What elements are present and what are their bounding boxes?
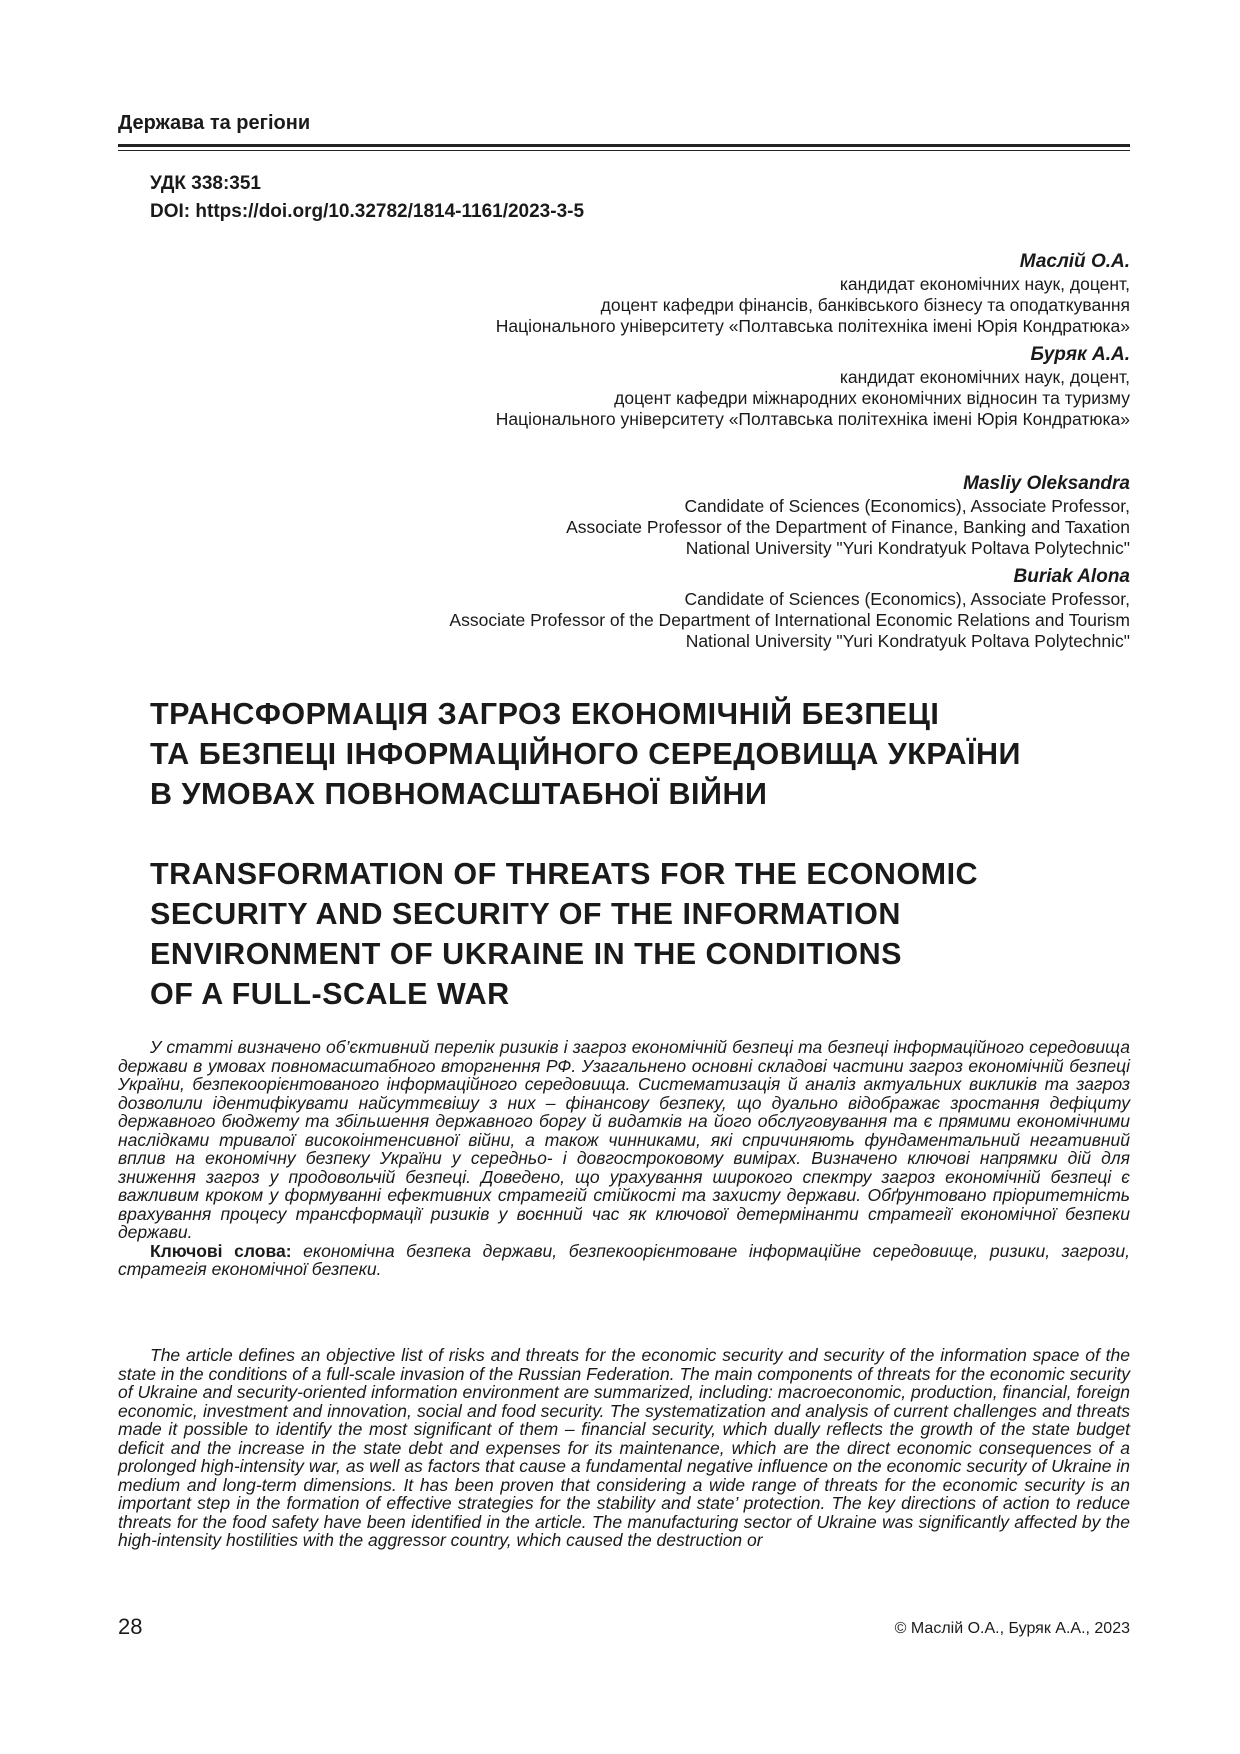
author-name: Буряк А.А.: [1030, 344, 1130, 365]
author-block: [130, 343, 1130, 430]
author-affiliation-line: Associate Professor of the Department of International Economic Relations and Tourism: [449, 610, 1130, 630]
udc-code: УДК 338:351: [150, 173, 261, 194]
author-block: [130, 565, 1130, 652]
keywords-label: Ключові слова:: [150, 1240, 292, 1261]
keywords-text: економічна безпека держави, безпекоорієнтоване інформаційне середовище, ризики, загрози, стратегія економічної безпеки.: [118, 1240, 1130, 1279]
article-title-ukrainian: [150, 694, 1110, 814]
header-rule-thick: [118, 144, 1130, 147]
title-line: TRANSFORMATION OF THREATS FOR THE ECONOMIC: [150, 857, 979, 891]
author-block: [130, 472, 1130, 559]
author-affiliation-line: National University "Yuri Kondratyuk Poltava Polytechnic": [685, 631, 1130, 651]
authors-ukrainian: [130, 250, 1130, 436]
author-affiliation-line: National University "Yuri Kondratyuk Poltava Polytechnic": [685, 538, 1130, 558]
author-name: Buriak Alona: [1013, 566, 1130, 587]
author-affiliation-line: кандидат економічних наук, доцент,: [839, 274, 1130, 294]
author-affiliation-line: Національного університету «Полтавська політехніка імені Юрія Кондратюка»: [495, 316, 1130, 336]
abstract-text: У статті визначено об’єктивний перелік ризиків і загроз економічній безпеці та безпеці інформаційного середовища держави в умовах повномасштабного вторгнення РФ. Узагальнено основні складові частини загроз економічній безпеці України, безпекоорієнтованого інформаційного середовища. Систематизація й аналіз актуальних викликів та загроз дозволили ідентифікувати найсуттєвішу з них – фінансову безпеку, що дуально відображає зростання дефіциту державного бюджету та збільшення державного боргу й видатків на його обслуговування та є прямими економічними наслідками тривалої високоінтенсивної війни, а також чинниками, які спричиняють фундаментальний негативний вплив на економічну безпеку України у середньо- і довгостроковому вимірах. Визначено ключові напрямки дій для зниження загроз у продовольчій безпеці. Доведено, що урахування широкого спектру загроз економічній безпеці є важливим кроком у формуванні ефективних стратегій стійкості та захисту держави. Обґрунтовано пріоритетність врахування процесу трансформації ризиків у воєнний час як ключової детермінанти стратегії економічної безпеки держави.: [118, 1037, 1130, 1242]
author-affiliation-line: доцент кафедри міжнародних економічних відносин та туризму: [614, 388, 1130, 408]
copyright-notice: © Маслій О.А., Буряк А.А., 2023: [894, 1620, 1130, 1637]
title-line: OF A FULL-SCALE WAR: [150, 977, 510, 1011]
abstract-text: The article defines an objective list of risks and threats for the economic security and security of the information space of the state in the conditions of a full-scale invasion of the Russian Federation. The main components of threats for the economic security of Ukraine and security-oriented information environment are summarized, including: macroeconomic, production, financial, foreign economic, investment and innovation, social and food security. The systematization and analysis of current challenges and threats made it possible to identify the most significant of them – financial security, which dually reflects the growth of the state budget deficit and the increase in the state debt and expenses for its maintenance, which are the direct economic consequences of a prolonged high-intensity war, as well as factors that cause a fundamental negative influence on the economic security of Ukraine in medium and long-term dimensions. It has been proven that considering a wide range of threats for the economic security is an important step in the formation of effective strategies for the stability and state’ protection. The key directions of action to reduce threats for the food safety have been identified in the article. The manufacturing sector of Ukraine was significantly affected by the high-intensity hostilities with the aggressor country, which caused the destruction or: [118, 1345, 1130, 1550]
author-affiliation-line: Associate Professor of the Department of Finance, Banking and Taxation: [566, 517, 1130, 537]
authors-english: [130, 472, 1130, 658]
title-line: SECURITY AND SECURITY OF THE INFORMATION: [150, 897, 901, 931]
author-affiliation-line: Національного університету «Полтавська політехніка імені Юрія Кондратюка»: [495, 409, 1130, 429]
title-line: ENVIRONMENT OF UKRAINE IN THE CONDITIONS: [150, 937, 903, 971]
header-rule-thin: [118, 150, 1130, 151]
section-header: Держава та регіони: [118, 112, 311, 134]
title-line: ТА БЕЗПЕЦІ ІНФОРМАЦІЙНОГО СЕРЕДОВИЩА УКРАЇНИ: [150, 737, 1021, 771]
author-name: Masliy Oleksandra: [963, 473, 1130, 494]
abstract-ukrainian: [118, 1038, 1130, 1279]
author-affiliation-line: доцент кафедри фінансів, банківського бізнесу та оподаткування: [600, 295, 1130, 315]
author-name: Маслій О.А.: [1019, 251, 1130, 272]
article-identifiers: [150, 170, 584, 226]
keywords: [118, 1242, 1130, 1279]
author-affiliation-line: Candidate of Sciences (Economics), Associate Professor,: [684, 496, 1130, 516]
title-line: ТРАНСФОРМАЦІЯ ЗАГРОЗ ЕКОНОМІЧНІЙ БЕЗПЕЦІ: [150, 697, 940, 731]
author-affiliation-line: кандидат економічних наук, доцент,: [839, 367, 1130, 387]
author-affiliation-line: Candidate of Sciences (Economics), Associate Professor,: [684, 589, 1130, 609]
author-block: [130, 250, 1130, 337]
doi-link[interactable]: DOI: https://doi.org/10.32782/1814-1161/2023-3-5: [150, 201, 585, 222]
title-line: В УМОВАХ ПОВНОМАСШТАБНОЇ ВІЙНИ: [150, 777, 768, 811]
article-title-english: [150, 854, 1110, 1014]
abstract-english: [118, 1346, 1130, 1550]
page-number: 28: [118, 1614, 143, 1639]
